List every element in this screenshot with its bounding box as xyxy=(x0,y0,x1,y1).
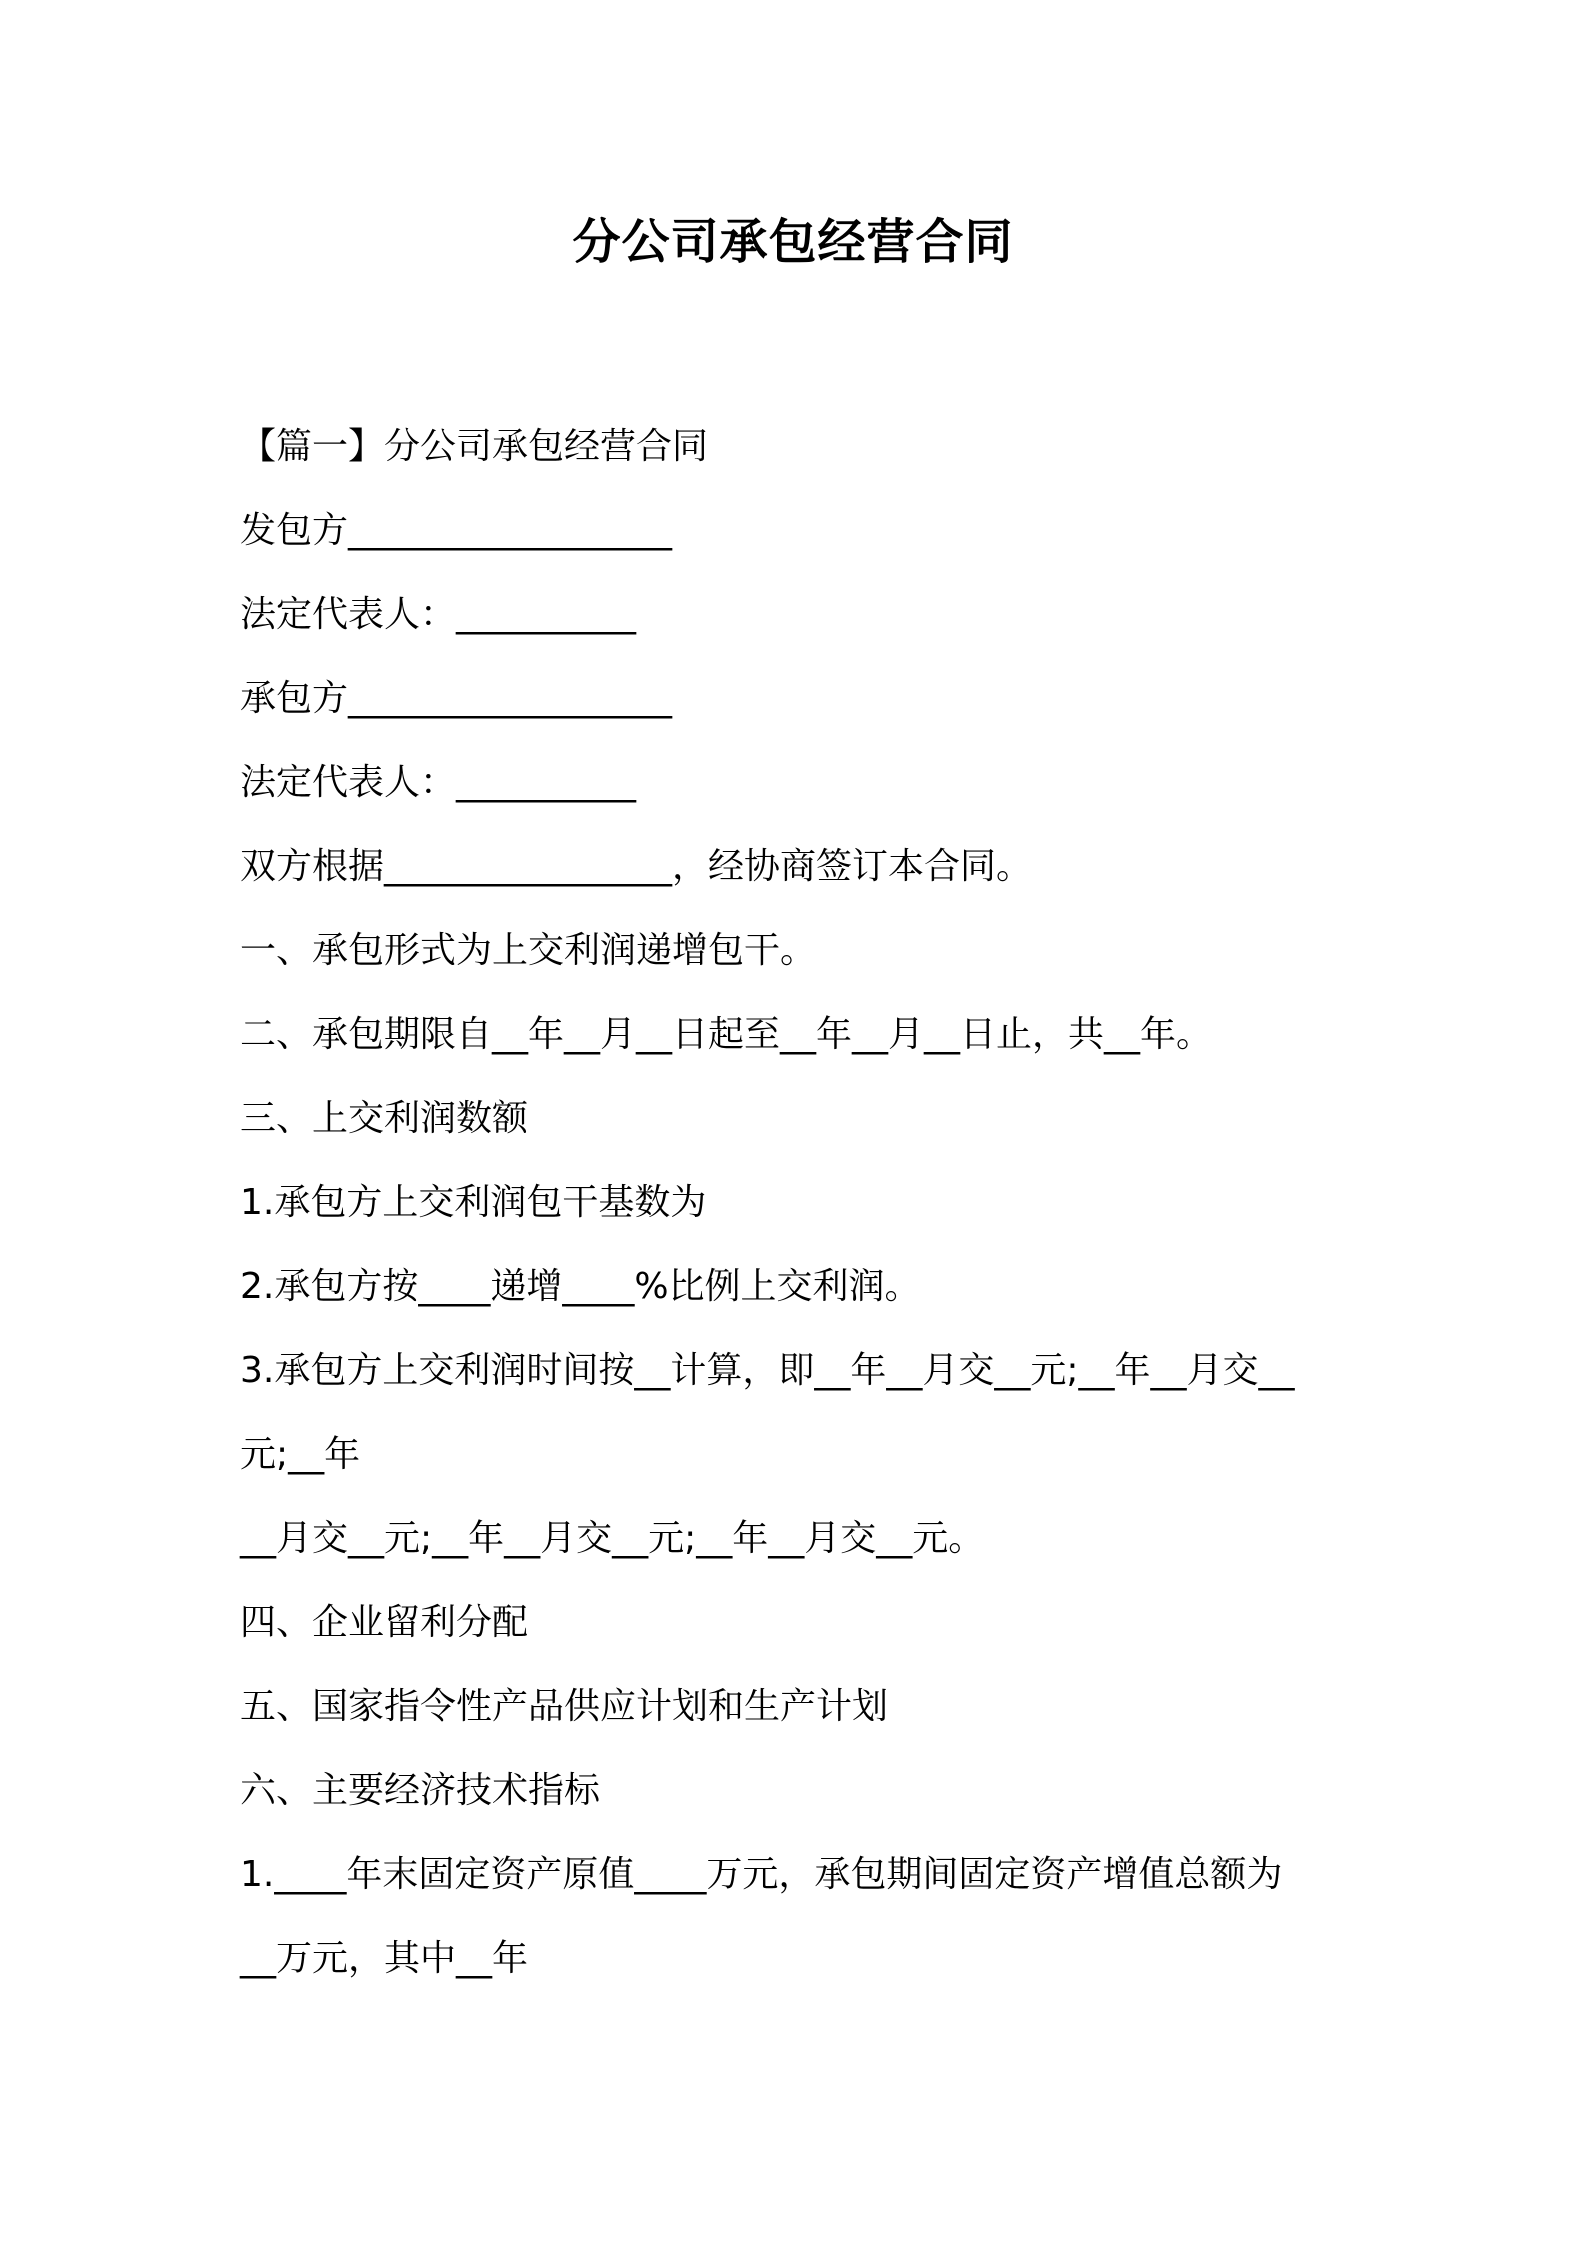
clause-one: 一、承包形式为上交利润递增包干。 xyxy=(240,930,817,971)
contracting-party-line: 发包方__________________ xyxy=(240,510,673,551)
legal-representative-line: 法定代表人：__________ xyxy=(240,762,637,803)
clause-three-heading: 三、上交利润数额 xyxy=(240,1098,529,1139)
clause-two: 二、承包期限自__年__月__日起至__年__月__日止，共__年。 xyxy=(240,1014,1213,1055)
clause-six-heading: 六、主要经济技术指标 xyxy=(240,1770,601,1811)
clause-three-item-3: 3.承包方上交利润时间按__计算，即__年__月交__元;__年__月交__ xyxy=(240,1350,1295,1391)
section-heading-part-one: 【篇一】分公司承包经营合同 xyxy=(240,426,709,467)
clause-six-item-1-continued: __万元，其中__年 xyxy=(240,1938,529,1979)
clause-six-item-1: 1.____年末固定资产原值____万元，承包期间固定资产增值总额为 xyxy=(240,1854,1283,1895)
legal-representative-line: 法定代表人：__________ xyxy=(240,594,637,635)
agreement-basis-line: 双方根据________________，经协商签订本合同。 xyxy=(240,846,1033,887)
clause-three-item-3-continued: __月交__元;__年__月交__元;__年__月交__元。 xyxy=(240,1518,985,1559)
clause-five-heading: 五、国家指令性产品供应计划和生产计划 xyxy=(240,1686,889,1727)
contractor-line: 承包方__________________ xyxy=(240,678,673,719)
document-body xyxy=(240,405,1370,2001)
clause-three-item-1: 1.承包方上交利润包干基数为 xyxy=(240,1182,707,1223)
clause-three-item-2: 2.承包方按____递增____%比例上交利润。 xyxy=(240,1266,921,1307)
clause-four-heading: 四、企业留利分配 xyxy=(240,1602,529,1643)
clause-three-item-3-continued: 元;__年 xyxy=(240,1434,361,1475)
document-title: 分公司承包经营合同 xyxy=(572,214,1014,270)
